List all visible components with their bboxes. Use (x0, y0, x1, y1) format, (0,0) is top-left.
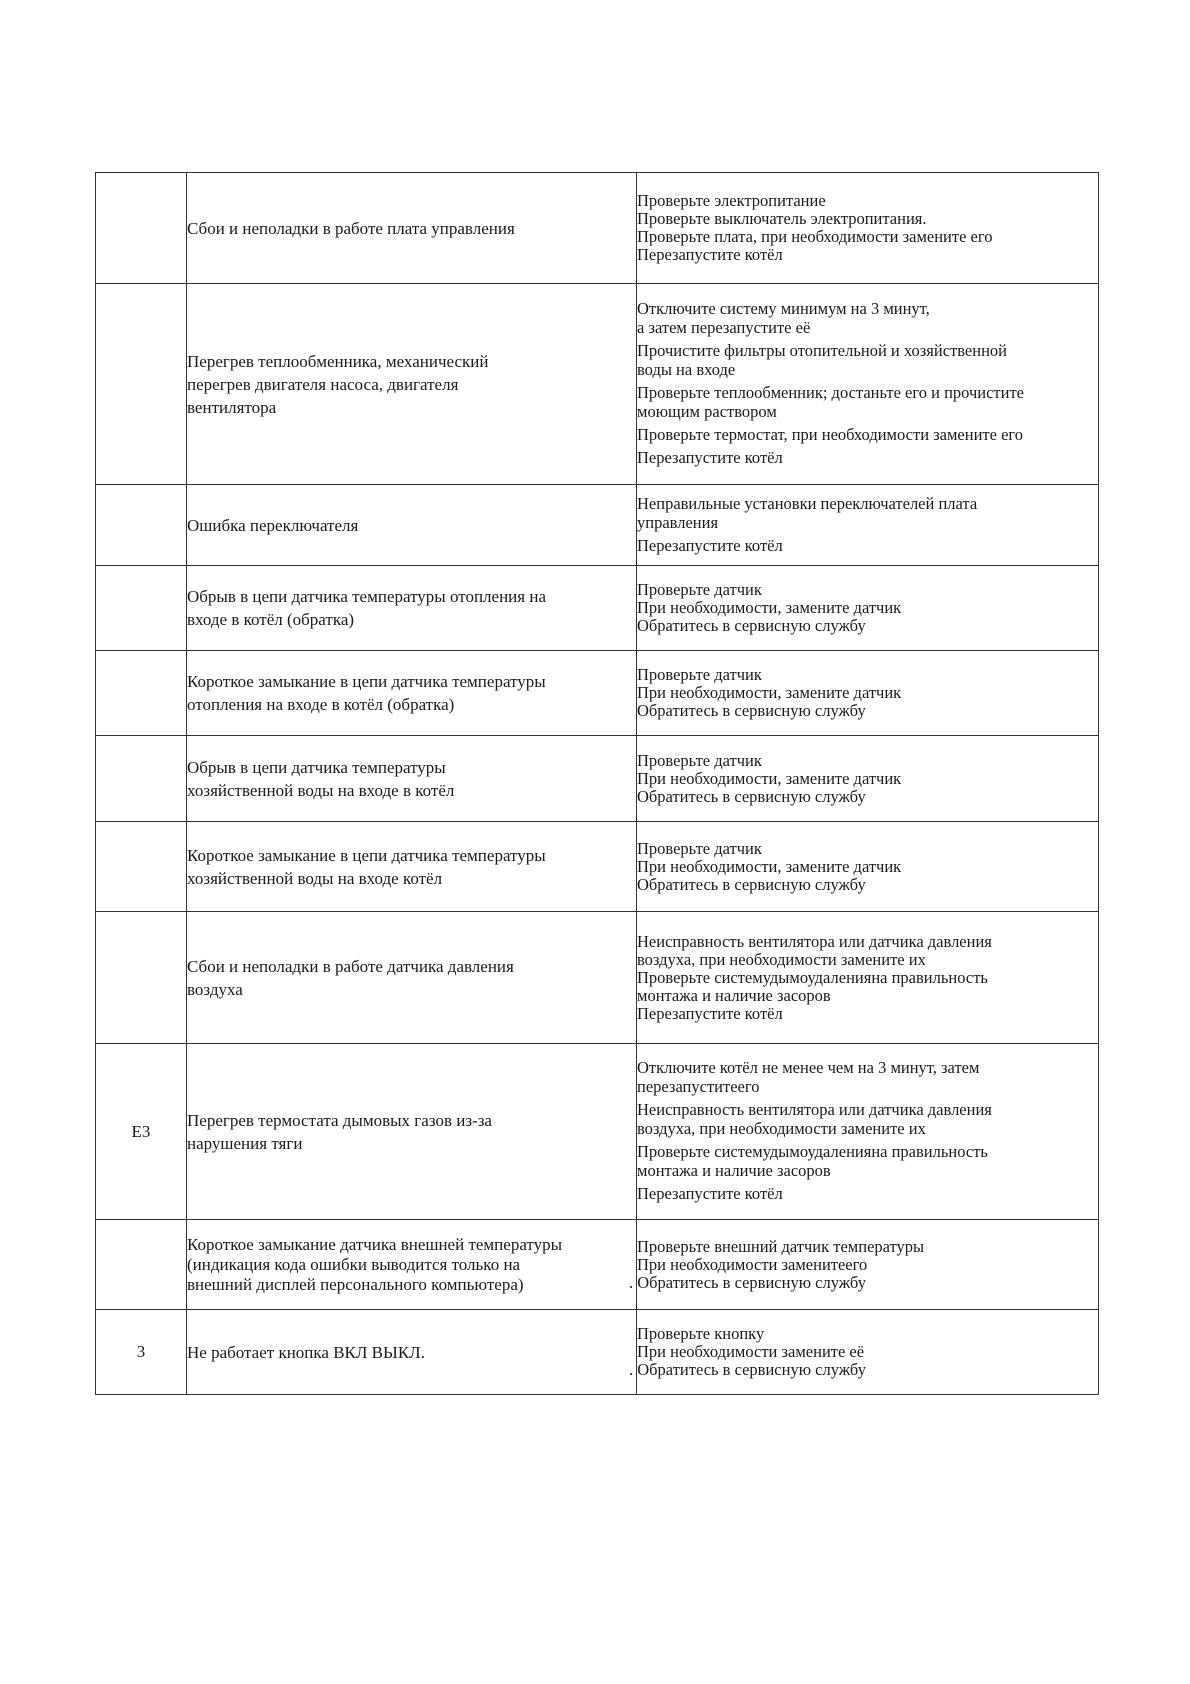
error-description: Перегрев термостата дымовых газов из-за нарушения тяги (187, 1044, 637, 1220)
remedy-line: При необходимости замените её (637, 1342, 865, 1361)
table-row (96, 651, 1099, 736)
table-row (96, 736, 1099, 822)
remedy-cell (637, 566, 1099, 651)
remedy-line: Проверьте термостат, при необходимости замените его (637, 425, 1024, 444)
error-description: Не работает кнопка ВКЛ ВЫКЛ. (187, 1310, 637, 1395)
table-row (96, 173, 1099, 284)
remedy-cell (637, 485, 1099, 566)
remedy-line: Проверьте датчик (637, 665, 762, 684)
error-description: Ошибка переключателя (187, 485, 637, 566)
remedy-line: Обратитесь в сервисную службу (637, 701, 866, 720)
remedy-line: При необходимости, замените датчик (637, 768, 902, 788)
remedy-line: . Обратитесь в сервисную службу (629, 1272, 866, 1292)
remedy-line: Отключите систему минимум на 3 минут, а затем перезапустите её (637, 299, 930, 337)
remedy-line: При необходимости заменитеего (637, 1254, 868, 1274)
remedy-line: Обратитесь в сервисную службу (637, 786, 866, 806)
remedy-line: При необходимости, замените датчик (637, 856, 902, 876)
remedy-line: Неправильные установки переключателей плата управления (637, 493, 978, 532)
table-row (96, 1220, 1099, 1310)
error-code-cell: 3 (96, 1310, 187, 1395)
remedy-line: Перезапустите котёл (637, 1003, 783, 1023)
remedy-cell (637, 822, 1099, 912)
remedy-cell (637, 1044, 1099, 1220)
remedy-line: Перезапустите котёл (637, 245, 783, 264)
remedy-line: При необходимости, замените датчик (637, 683, 902, 702)
remedy-line: Обратитесь в сервисную службу (637, 616, 866, 635)
remedy-line: Проверьте плата, при необходимости замените его (637, 227, 993, 246)
table-row (96, 284, 1099, 485)
error-description: Перегрев теплообменника, механический перегрев двигателя насоса, двигателя вентилятора (187, 284, 637, 485)
remedy-line: Проверьте датчик (637, 838, 762, 858)
remedy-cell (637, 284, 1099, 485)
table-row (96, 485, 1099, 566)
error-code-cell: E3 (96, 1044, 187, 1220)
remedy-cell (629, 1220, 1099, 1310)
remedy-cell (637, 651, 1099, 736)
error-codes-table (95, 172, 1099, 1395)
remedy-cell (637, 912, 1099, 1044)
remedy-line: При необходимости, замените датчик (637, 598, 902, 617)
error-description: Сбои и неполадки в работе плата управления (187, 173, 637, 284)
remedy-cell (637, 736, 1099, 822)
table-row (96, 1310, 1099, 1395)
error-code-cell (96, 485, 187, 566)
error-code-cell (96, 736, 187, 822)
error-description: Короткое замыкание в цепи датчика температуры отопления на входе в котёл (обратка) (187, 651, 637, 736)
remedy-line: Проверьте кнопку (637, 1324, 765, 1343)
table-row (96, 822, 1099, 912)
remedy-line: Проверьте системудымоудаленияна правильность монтажа и наличие засоров (637, 967, 988, 1005)
error-code-cell (96, 566, 187, 651)
error-code-cell (96, 912, 187, 1044)
error-description: Короткое замыкание датчика внешней температуры (индикация кода ошибки выводится только на внешний дисплей персонального компьютера) (187, 1220, 637, 1310)
error-description: Короткое замыкание в цепи датчика температуры хозяйственной воды на входе котёл (187, 822, 637, 912)
remedy-line: Отключите котёл не менее чем на 3 минут, затем перезапуститеего (637, 1058, 980, 1096)
error-code-cell (96, 822, 187, 912)
error-description: Обрыв в цепи датчика температуры хозяйственной воды на входе в котёл (187, 736, 637, 822)
error-description: Сбои и неполадки в работе датчика давления воздуха (187, 912, 637, 1044)
error-code-cell (96, 284, 187, 485)
error-code-cell (96, 1220, 187, 1310)
table-row (96, 1044, 1099, 1220)
remedy-line: Проверьте внешний датчик температуры (637, 1236, 925, 1256)
remedy-line: Проверьте теплообменник; достаньте его и прочистите моющим раствором (637, 383, 1024, 421)
table-row (96, 566, 1099, 651)
error-description: Обрыв в цепи датчика температуры отопления на входе в котёл (обратка) (187, 566, 637, 651)
remedy-line: Проверьте датчик (637, 750, 762, 770)
table-row (96, 912, 1099, 1044)
remedy-line: Проверьте электропитание (637, 191, 826, 210)
error-code-cell (96, 173, 187, 284)
remedy-line: Перезапустите котёл (637, 448, 783, 467)
remedy-line: Перезапустите котёл (637, 1184, 783, 1203)
remedy-line: Обратитесь в сервисную службу (637, 874, 866, 894)
remedy-line: . Обратитесь в сервисную службу (629, 1360, 866, 1379)
error-code-cell (96, 651, 187, 736)
remedy-line: Прочистите фильтры отопительной и хозяйственной воды на входе (637, 341, 1007, 379)
remedy-line: Перезапустите котёл (637, 535, 783, 555)
remedy-cell (629, 1310, 1099, 1395)
remedy-cell (637, 173, 1099, 284)
remedy-line: Проверьте датчик (637, 580, 762, 599)
remedy-line: Неисправность вентилятора или датчика давления воздуха, при необходимости замените их (637, 931, 992, 969)
remedy-line: Проверьте системудымоудаленияна правильность монтажа и наличие засоров (637, 1142, 988, 1180)
remedy-line: Проверьте выключатель электропитания. (637, 209, 927, 228)
remedy-line: Неисправность вентилятора или датчика давления воздуха, при необходимости замените их (637, 1100, 992, 1138)
